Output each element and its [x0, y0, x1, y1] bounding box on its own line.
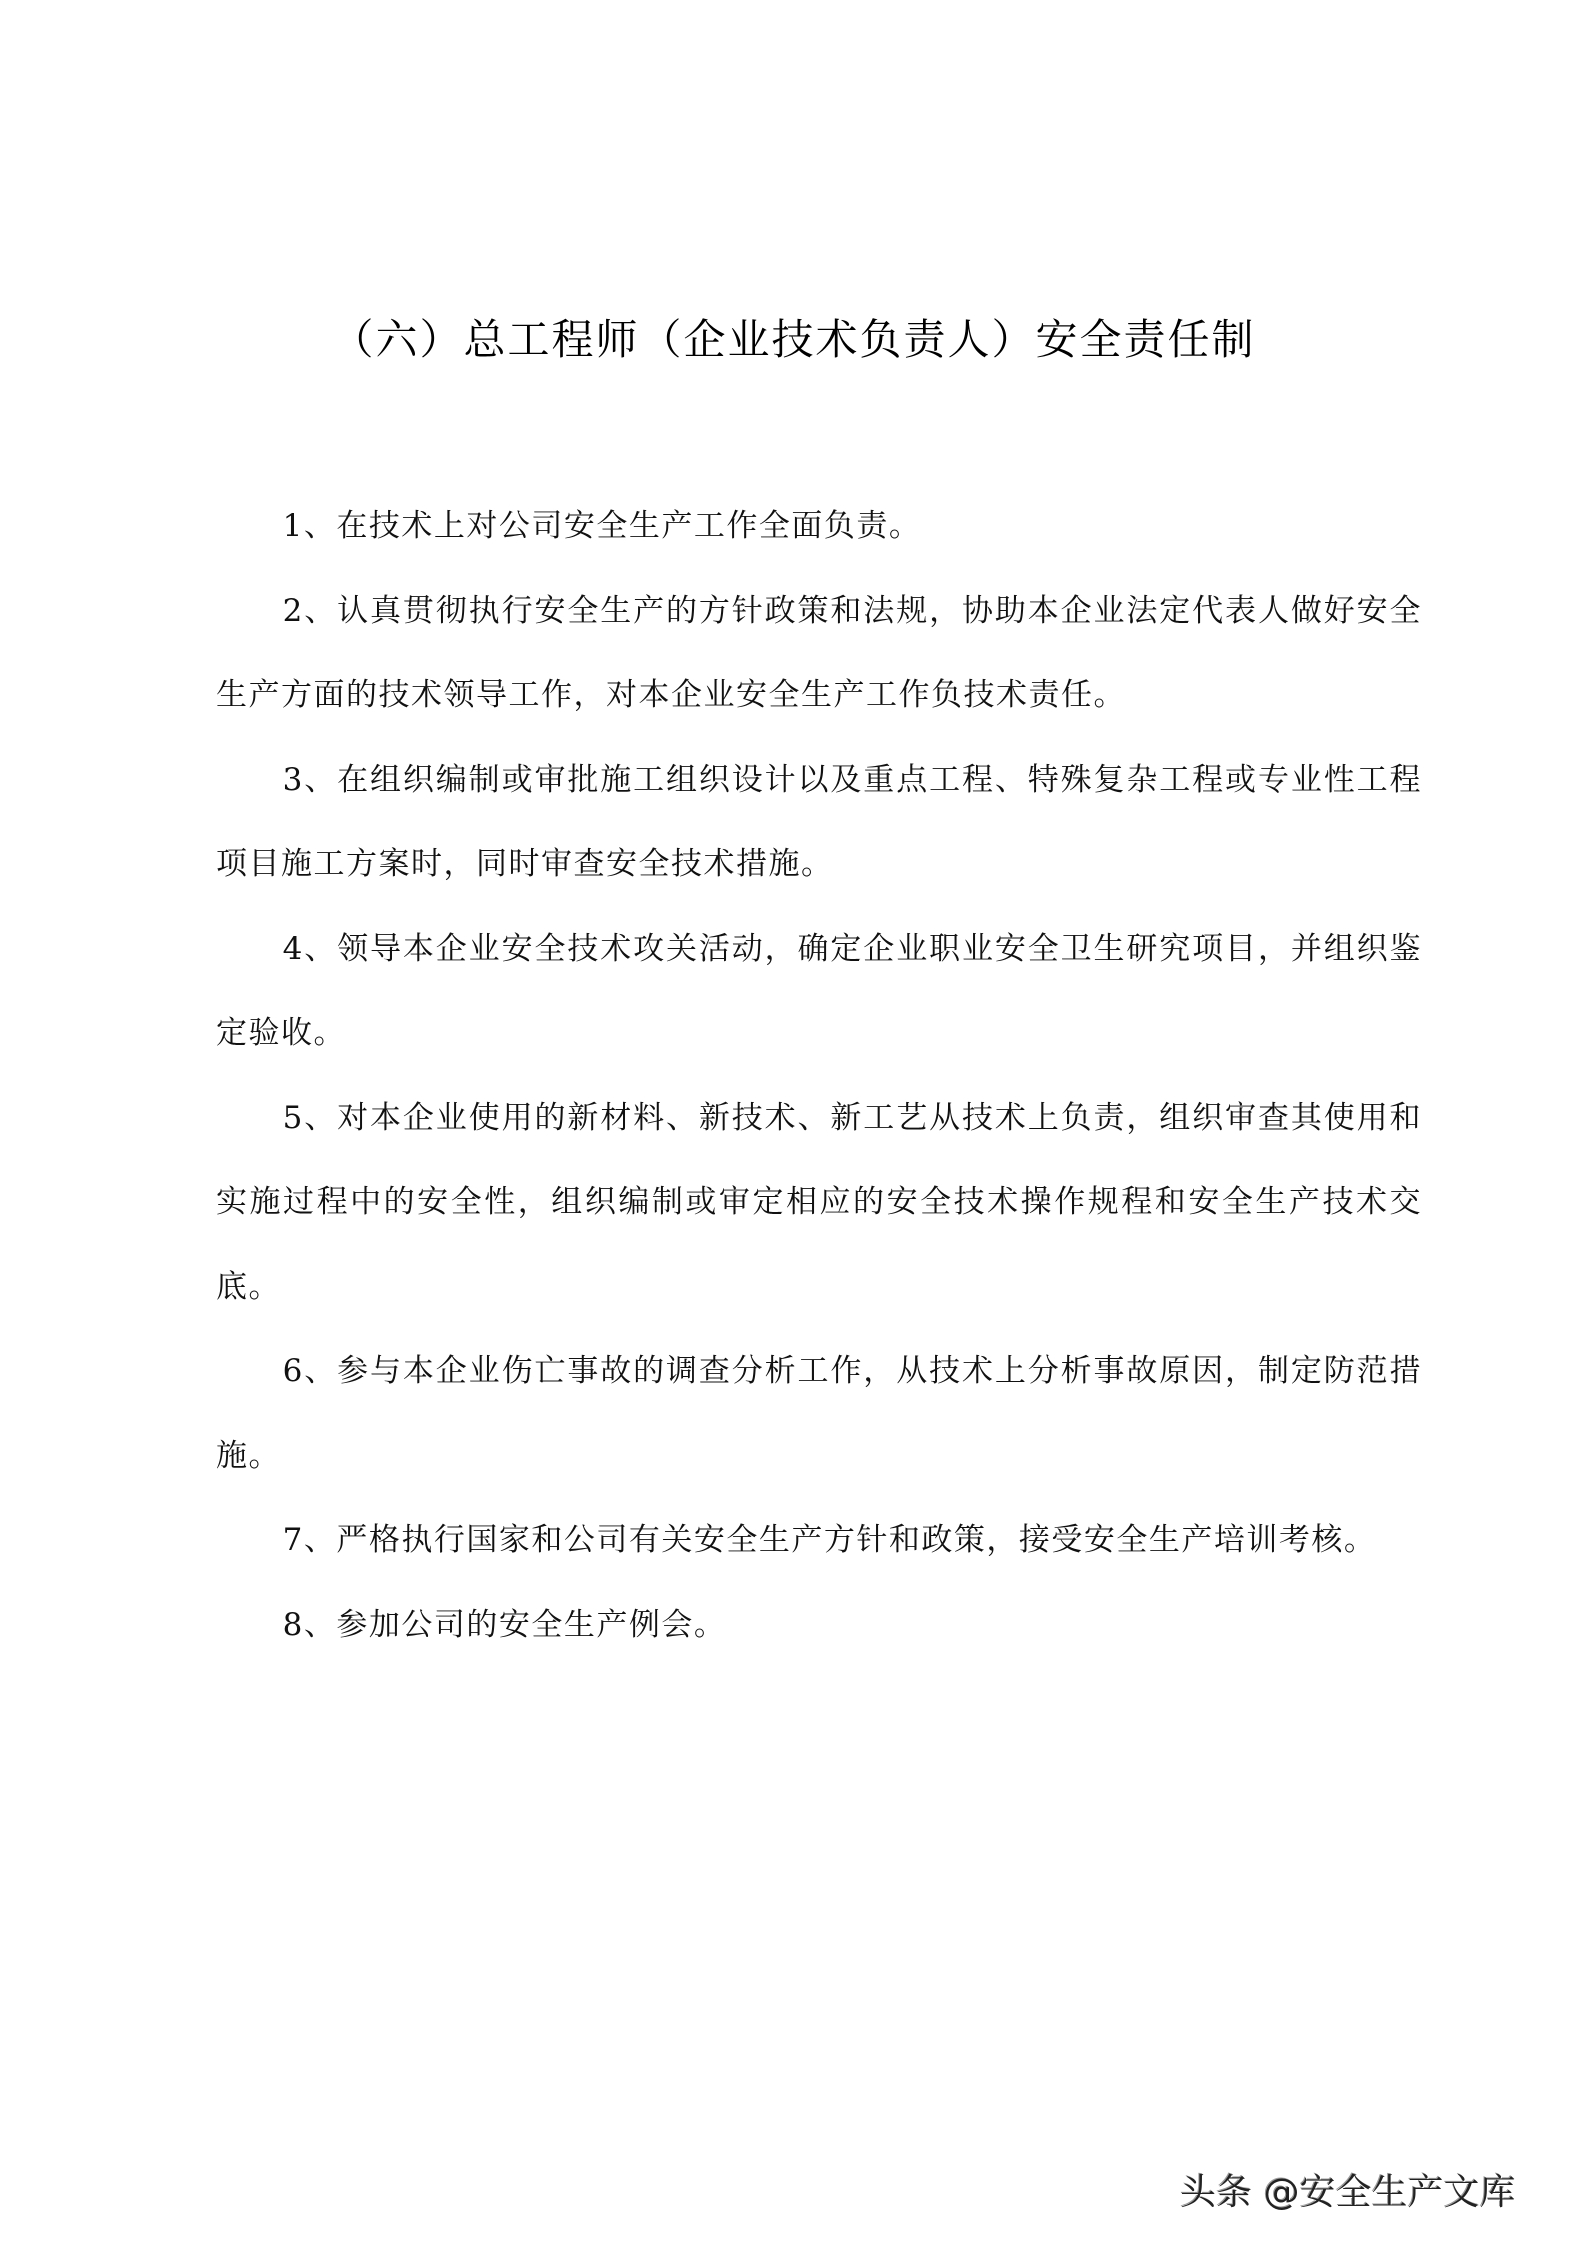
list-item: 4、领导本企业安全技术攻关活动，确定企业职业安全卫生研究项目，并组织鉴定验收。	[216, 930, 1422, 1051]
document-title: （六）总工程师（企业技术负责人）安全责任制	[331, 315, 1256, 364]
list-item: 8、参加公司的安全生产例会。	[282, 1606, 727, 1643]
responsibility-list	[216, 484, 1422, 1667]
list-item: 7、严格执行国家和公司有关安全生产方针和政策，接受安全生产培训考核。	[282, 1522, 1377, 1558]
list-item: 5、对本企业使用的新材料、新技术、新工艺从技术上负责，组织审查其使用和实施过程中的安全性，组织编制或审定相应的安全技术操作规程和安全生产技术交底。	[216, 1099, 1422, 1305]
source-watermark: 头条 @安全生产文库	[1180, 2172, 1516, 2213]
list-item: 6、参与本企业伤亡事故的调查分析工作，从技术上分析事故原因，制定防范措施。	[216, 1353, 1422, 1474]
list-item: 2、认真贯彻执行安全生产的方针政策和法规，协助本企业法定代表人做好安全生产方面的技术领导工作，对本企业安全生产工作负技术责任。	[216, 592, 1422, 713]
list-item: 3、在组织编制或审批施工组织设计以及重点工程、特殊复杂工程或专业性工程项目施工方案时，同时审查安全技术措施。	[216, 761, 1422, 882]
list-item: 1、在技术上对公司安全生产工作全面负责。	[282, 508, 922, 544]
